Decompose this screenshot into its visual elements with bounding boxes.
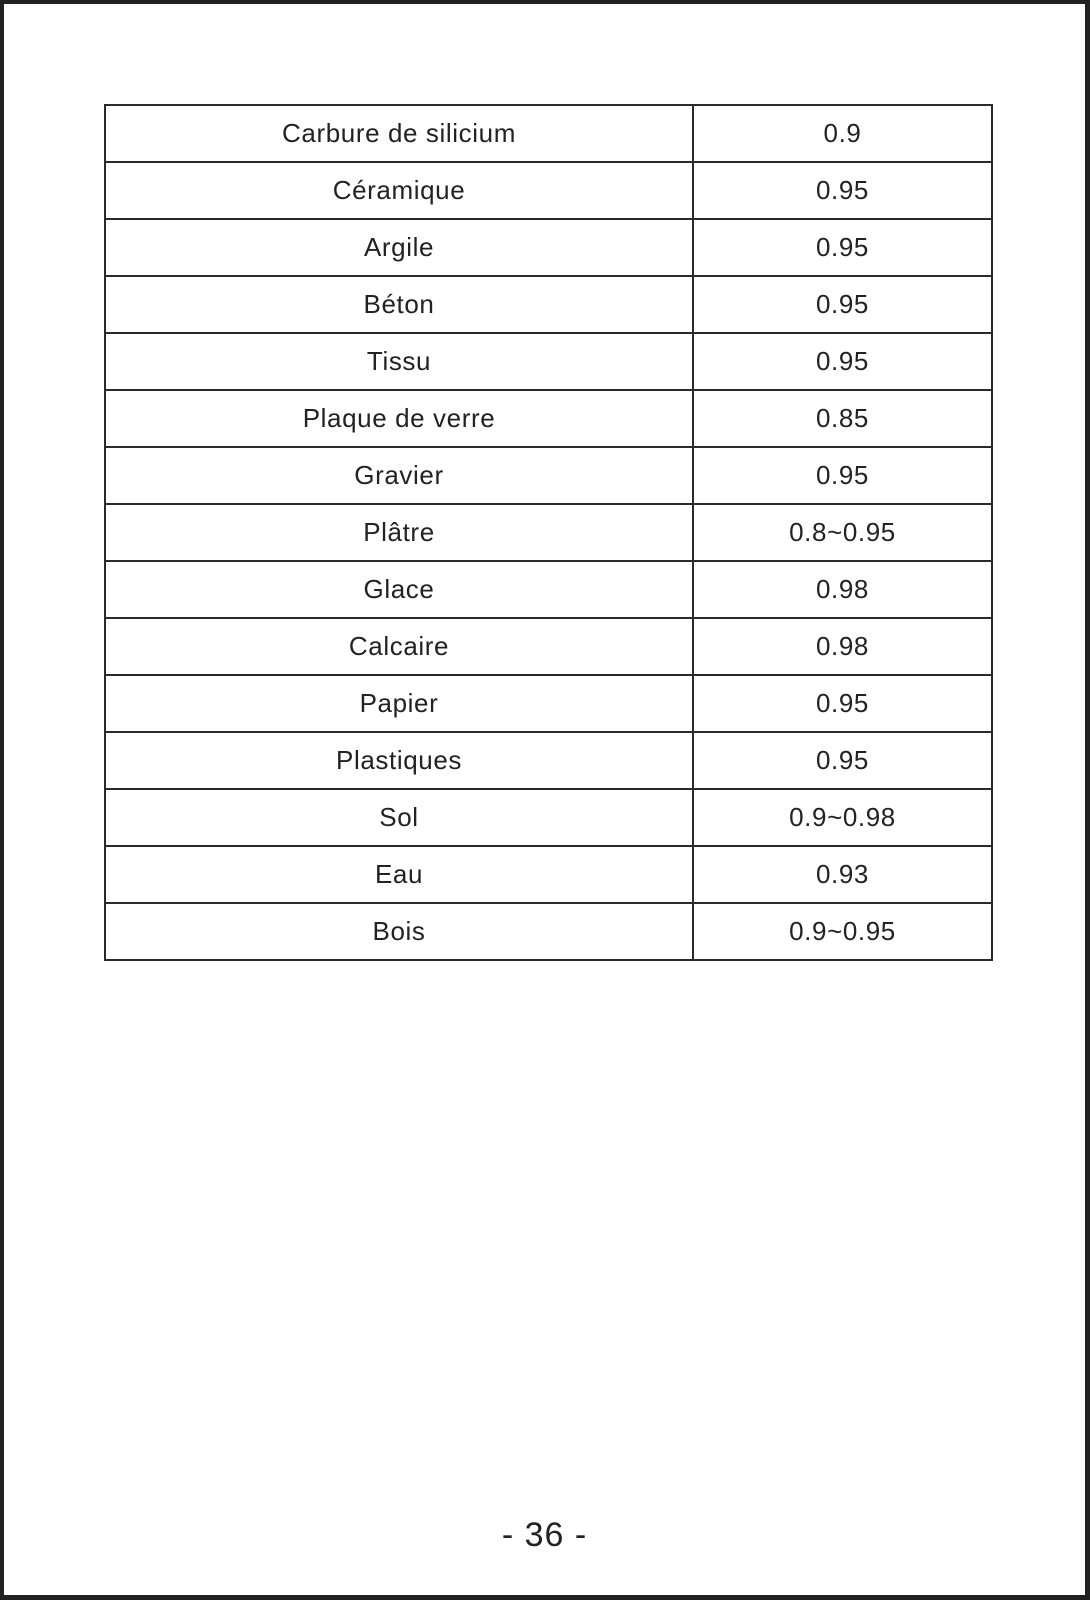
emissivity-value-cell: 0.95 — [693, 732, 992, 789]
emissivity-value-cell: 0.93 — [693, 846, 992, 903]
table-row — [105, 789, 992, 846]
table-body — [105, 105, 992, 960]
material-cell: Carbure de silicium — [105, 105, 693, 162]
material-cell: Argile — [105, 219, 693, 276]
material-cell: Papier — [105, 675, 693, 732]
emissivity-value-cell: 0.9~0.95 — [693, 903, 992, 960]
table-row — [105, 903, 992, 960]
emissivity-value-cell: 0.9~0.98 — [693, 789, 992, 846]
emissivity-value-cell: 0.85 — [693, 390, 992, 447]
material-cell: Bois — [105, 903, 693, 960]
emissivity-value-cell: 0.95 — [693, 333, 992, 390]
emissivity-value-cell: 0.8~0.95 — [693, 504, 992, 561]
table-row — [105, 162, 992, 219]
emissivity-value-cell: 0.95 — [693, 219, 992, 276]
emissivity-table — [104, 104, 993, 961]
table-row — [105, 219, 992, 276]
material-cell: Tissu — [105, 333, 693, 390]
emissivity-value-cell: 0.95 — [693, 447, 992, 504]
material-cell: Céramique — [105, 162, 693, 219]
material-cell: Eau — [105, 846, 693, 903]
table-row — [105, 504, 992, 561]
material-cell: Plaque de verre — [105, 390, 693, 447]
table-row — [105, 618, 992, 675]
material-cell: Béton — [105, 276, 693, 333]
emissivity-value-cell: 0.95 — [693, 162, 992, 219]
table-row — [105, 333, 992, 390]
table-row — [105, 276, 992, 333]
table-row — [105, 390, 992, 447]
material-cell: Gravier — [105, 447, 693, 504]
table-row — [105, 675, 992, 732]
material-cell: Plâtre — [105, 504, 693, 561]
emissivity-value-cell: 0.98 — [693, 561, 992, 618]
emissivity-value-cell: 0.95 — [693, 276, 992, 333]
table-row — [105, 846, 992, 903]
page-number: - 36 - — [501, 1516, 588, 1554]
material-cell: Glace — [105, 561, 693, 618]
emissivity-value-cell: 0.98 — [693, 618, 992, 675]
table-row — [105, 447, 992, 504]
material-cell: Plastiques — [105, 732, 693, 789]
table-row — [105, 105, 992, 162]
emissivity-value-cell: 0.95 — [693, 675, 992, 732]
material-cell: Calcaire — [105, 618, 693, 675]
material-cell: Sol — [105, 789, 693, 846]
table-row — [105, 561, 992, 618]
table-row — [105, 732, 992, 789]
emissivity-value-cell: 0.9 — [693, 105, 992, 162]
